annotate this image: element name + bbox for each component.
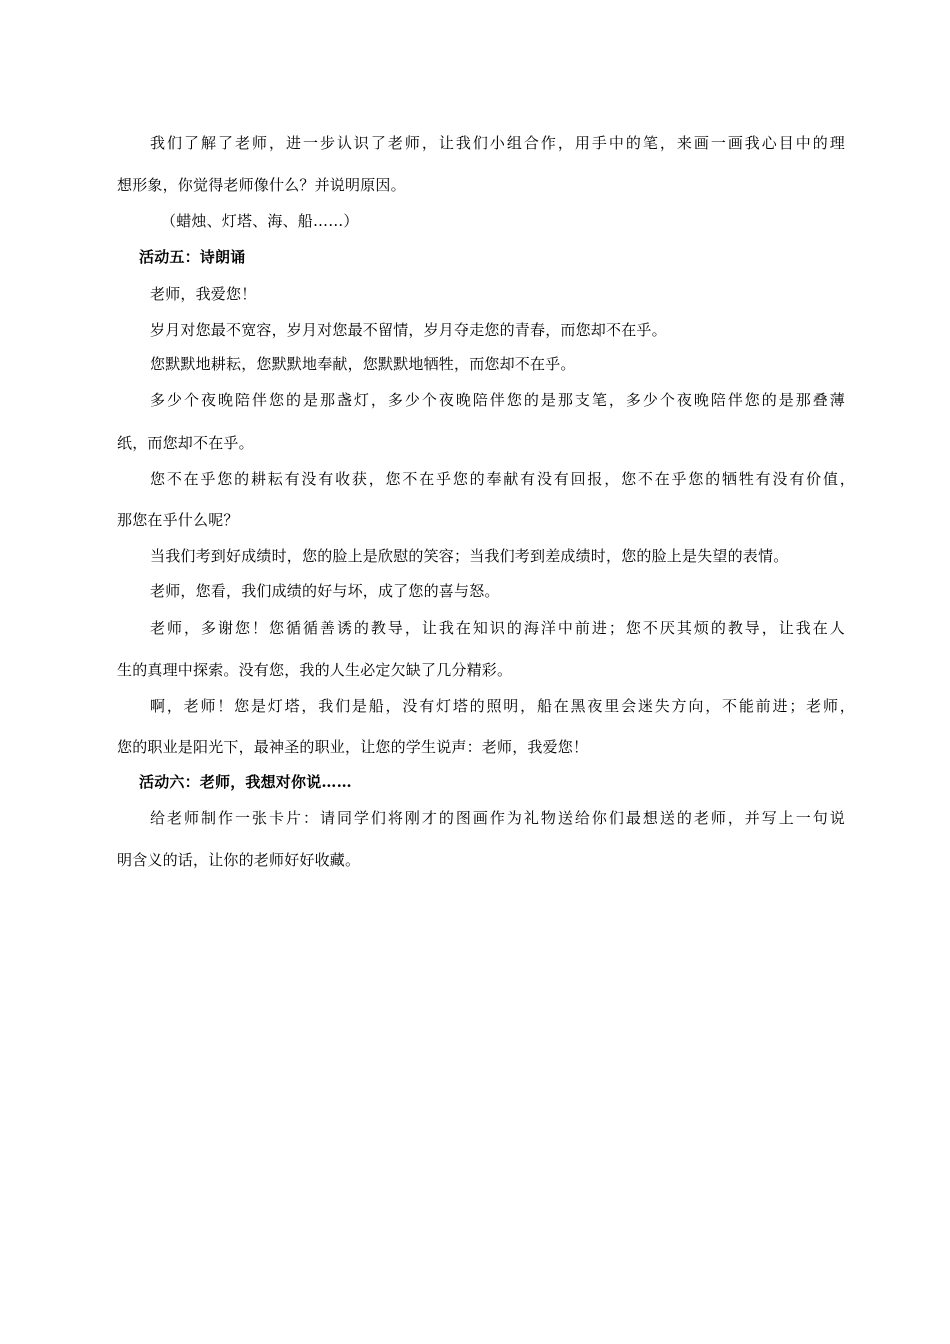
poem-line: 当我们考到好成绩时，您的脸上是欣慰的笑容；当我们考到差成绩时，您的脸上是失望的表情。 bbox=[150, 547, 789, 565]
poem-line: 那您在乎什么呢？ bbox=[117, 511, 239, 529]
section-heading: 活动六：老师，我想对你说…… bbox=[139, 773, 352, 791]
section-heading: 活动五：诗朗诵 bbox=[139, 248, 246, 266]
poem-line: 岁月对您最不宽容，岁月对您最不留情，岁月夺走您的青春，而您却不在乎。 bbox=[150, 321, 667, 339]
poem-line: 老师，多谢您！您循循善诱的教导，让我在知识的海洋中前进；您不厌其烦的教导，让我在人 bbox=[150, 619, 845, 637]
paragraph-line: 给老师制作一张卡片：请同学们将刚才的图画作为礼物送给你们最想送的老师，并写上一句说 bbox=[150, 809, 845, 827]
paragraph-line: （蜡烛、灯塔、海、船……） bbox=[161, 212, 359, 230]
poem-line: 您的职业是阳光下，最神圣的职业，让您的学生说声：老师，我爱您！ bbox=[117, 738, 589, 756]
poem-line: 您不在乎您的耕耘有没有收获，您不在乎您的奉献有没有回报，您不在乎您的牺牲有没有价值， bbox=[150, 470, 855, 488]
paragraph-line: 明含义的话，让你的老师好好收藏。 bbox=[117, 851, 361, 869]
paragraph-line: 想形象，你觉得老师像什么？并说明原因。 bbox=[117, 176, 406, 194]
poem-line: 纸，而您却不在乎。 bbox=[117, 434, 254, 452]
poem-line: 啊，老师！您是灯塔，我们是船，没有灯塔的照明，船在黑夜里会迷失方向，不能前进；老师， bbox=[150, 697, 855, 715]
poem-line: 生的真理中探索。没有您，我的人生必定欠缺了几分精彩。 bbox=[117, 661, 513, 679]
poem-line: 老师，您看，我们成绩的好与坏，成了您的喜与怒。 bbox=[150, 582, 500, 600]
poem-line: 多少个夜晚陪伴您的是那盏灯，多少个夜晚陪伴您的是那支笔，多少个夜晚陪伴您的是那叠薄 bbox=[150, 391, 845, 409]
poem-line: 您默默地耕耘，您默默地奉献，您默默地牺牲，而您却不在乎。 bbox=[150, 355, 576, 373]
paragraph-line: 我们了解了老师，进一步认识了老师，让我们小组合作，用手中的笔，来画一画我心目中的理 bbox=[150, 134, 845, 152]
poem-line: 老师，我爱您！ bbox=[150, 285, 257, 303]
